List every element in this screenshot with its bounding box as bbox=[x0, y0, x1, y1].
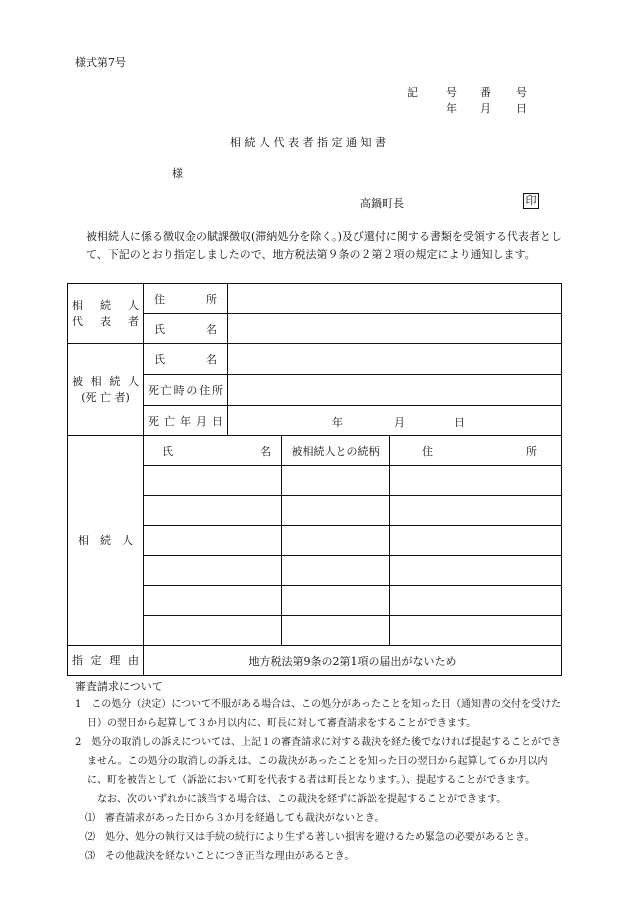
representative-label-line1: 相 続 人 bbox=[72, 298, 139, 312]
intro-paragraph: 被相続人に係る徴収金の賦課徴収(滞納処分を除く。)及び還付に関する書類を受領する代表者として、下記のとおり指定しましたので、地方税法第９条の２第２項の規定により通知します。 bbox=[86, 230, 562, 261]
rep-address-value[interactable] bbox=[228, 284, 562, 314]
rep-name-value[interactable] bbox=[228, 314, 562, 344]
heir-row-5-name[interactable] bbox=[144, 586, 282, 616]
rep-name-label-cell bbox=[144, 314, 228, 344]
deceased-name-label-cell bbox=[144, 344, 228, 375]
heir-row-5-address[interactable] bbox=[390, 586, 562, 616]
heirs-name-header-2: 名 bbox=[260, 444, 271, 458]
heir-row-5-relation[interactable] bbox=[282, 586, 390, 616]
doc-number-label-4: 号 bbox=[516, 86, 527, 99]
date-year-label: 年 bbox=[446, 102, 457, 115]
doc-number-label-3: 番 bbox=[480, 86, 491, 99]
heir-row-4-name[interactable] bbox=[144, 556, 282, 586]
representative-group-label bbox=[68, 284, 144, 344]
heirs-address-header-1: 住 bbox=[422, 444, 433, 458]
date-day-label: 日 bbox=[516, 102, 527, 115]
heirs-address-header bbox=[390, 436, 562, 466]
death-date-value[interactable] bbox=[228, 406, 562, 436]
deceased-label-line1: 被相続人 bbox=[72, 374, 139, 388]
heir-row-1-name[interactable] bbox=[144, 466, 282, 496]
rep-name-label: 氏名 bbox=[154, 322, 217, 336]
issuer: 高鍋町長 bbox=[360, 197, 404, 210]
heir-row-2-relation[interactable] bbox=[282, 496, 390, 526]
reason-label-cell bbox=[68, 646, 144, 676]
rep-address-label-cell bbox=[144, 284, 228, 314]
designation-table bbox=[67, 283, 562, 676]
note-item-3: なお、次のいずれかに該当する場合は、この裁決を経ずに訴訟を提起することができます。 bbox=[97, 794, 507, 805]
notes-heading: 審査請求について bbox=[75, 680, 163, 693]
heirs-group-label: 相 続 人 bbox=[68, 436, 144, 646]
note-item-5: ⑵ 処分、処分の執行又は手続の続行により生ずる著しい損害を避けるため緊急の必要があるとき。 bbox=[85, 832, 535, 843]
death-address-value[interactable] bbox=[228, 375, 562, 406]
deceased-name-value[interactable] bbox=[228, 344, 562, 375]
heir-row-3-relation[interactable] bbox=[282, 526, 390, 556]
seal-box: 印 bbox=[523, 193, 539, 209]
representative-label-line2: 代 表 者 bbox=[72, 314, 139, 328]
notes-list bbox=[75, 695, 565, 866]
heir-row-3-address[interactable] bbox=[390, 526, 562, 556]
heir-row-3-name[interactable] bbox=[144, 526, 282, 556]
deceased-group-label bbox=[68, 344, 144, 436]
note-item-6: ⑶ その他裁決を経ないことにつき正当な理由があるとき。 bbox=[85, 851, 355, 862]
heir-row-1-address[interactable] bbox=[390, 466, 562, 496]
doc-number-label-1: 記 bbox=[407, 86, 418, 99]
heirs-name-header-1: 氏 bbox=[162, 444, 173, 458]
death-date-label: 死亡年月日 bbox=[148, 414, 223, 428]
death-date-year: 年 bbox=[332, 415, 343, 429]
heir-row-1-relation[interactable] bbox=[282, 466, 390, 496]
form-number: 様式第7号 bbox=[75, 56, 126, 69]
deceased-label-line2: (死 亡 者) bbox=[81, 390, 130, 404]
heir-row-4-address[interactable] bbox=[390, 556, 562, 586]
heirs-relation-header: 被相続人との続柄 bbox=[282, 436, 390, 466]
death-address-label: 死亡時の住所 bbox=[148, 384, 223, 397]
note-item-2: 2 処分の取消しの訴えについては、上記１の審査請求に対する裁決を経た後でなければ提起することができません。この処分の取消しの訴えは、この裁決があったことを知った日の翌日から起算して６か月以内に、町を被告として（訴訟において町を代表する者は町長となります。）、提起することができます。 bbox=[75, 737, 562, 786]
heir-row-6-address[interactable] bbox=[390, 616, 562, 646]
death-date-month: 月 bbox=[394, 415, 405, 429]
heir-row-6-name[interactable] bbox=[144, 616, 282, 646]
heir-row-6-relation[interactable] bbox=[282, 616, 390, 646]
document-title: 相続人代表者指定通知書 bbox=[230, 136, 390, 149]
heir-row-2-name[interactable] bbox=[144, 496, 282, 526]
doc-number-label-2: 号 bbox=[446, 86, 457, 99]
heirs-name-header bbox=[144, 436, 282, 466]
heir-row-2-address[interactable] bbox=[390, 496, 562, 526]
addressee-suffix: 様 bbox=[172, 167, 183, 180]
note-item-1: 1 この処分（決定）について不服がある場合は、この処分があったことを知った日（通知書の交付を受けた日）の翌日から起算して３か月以内に、町長に対して審査請求をすることができます。 bbox=[75, 699, 562, 729]
death-date-label-cell bbox=[144, 406, 228, 436]
heir-row-4-relation[interactable] bbox=[282, 556, 390, 586]
deceased-name-label: 氏名 bbox=[154, 353, 217, 366]
reason-label: 指定理由 bbox=[72, 653, 139, 667]
death-date-day: 日 bbox=[454, 415, 465, 429]
heirs-address-header-2: 所 bbox=[526, 444, 537, 458]
note-item-4: ⑴ 審査請求があった日から３か月を経過しても裁決がないとき。 bbox=[85, 813, 385, 824]
death-address-label-cell bbox=[144, 375, 228, 406]
date-month-label: 月 bbox=[480, 102, 491, 115]
reason-value: 地方税法第9条の2第1項の届出がないため bbox=[144, 646, 562, 676]
rep-address-label: 住所 bbox=[154, 292, 217, 306]
